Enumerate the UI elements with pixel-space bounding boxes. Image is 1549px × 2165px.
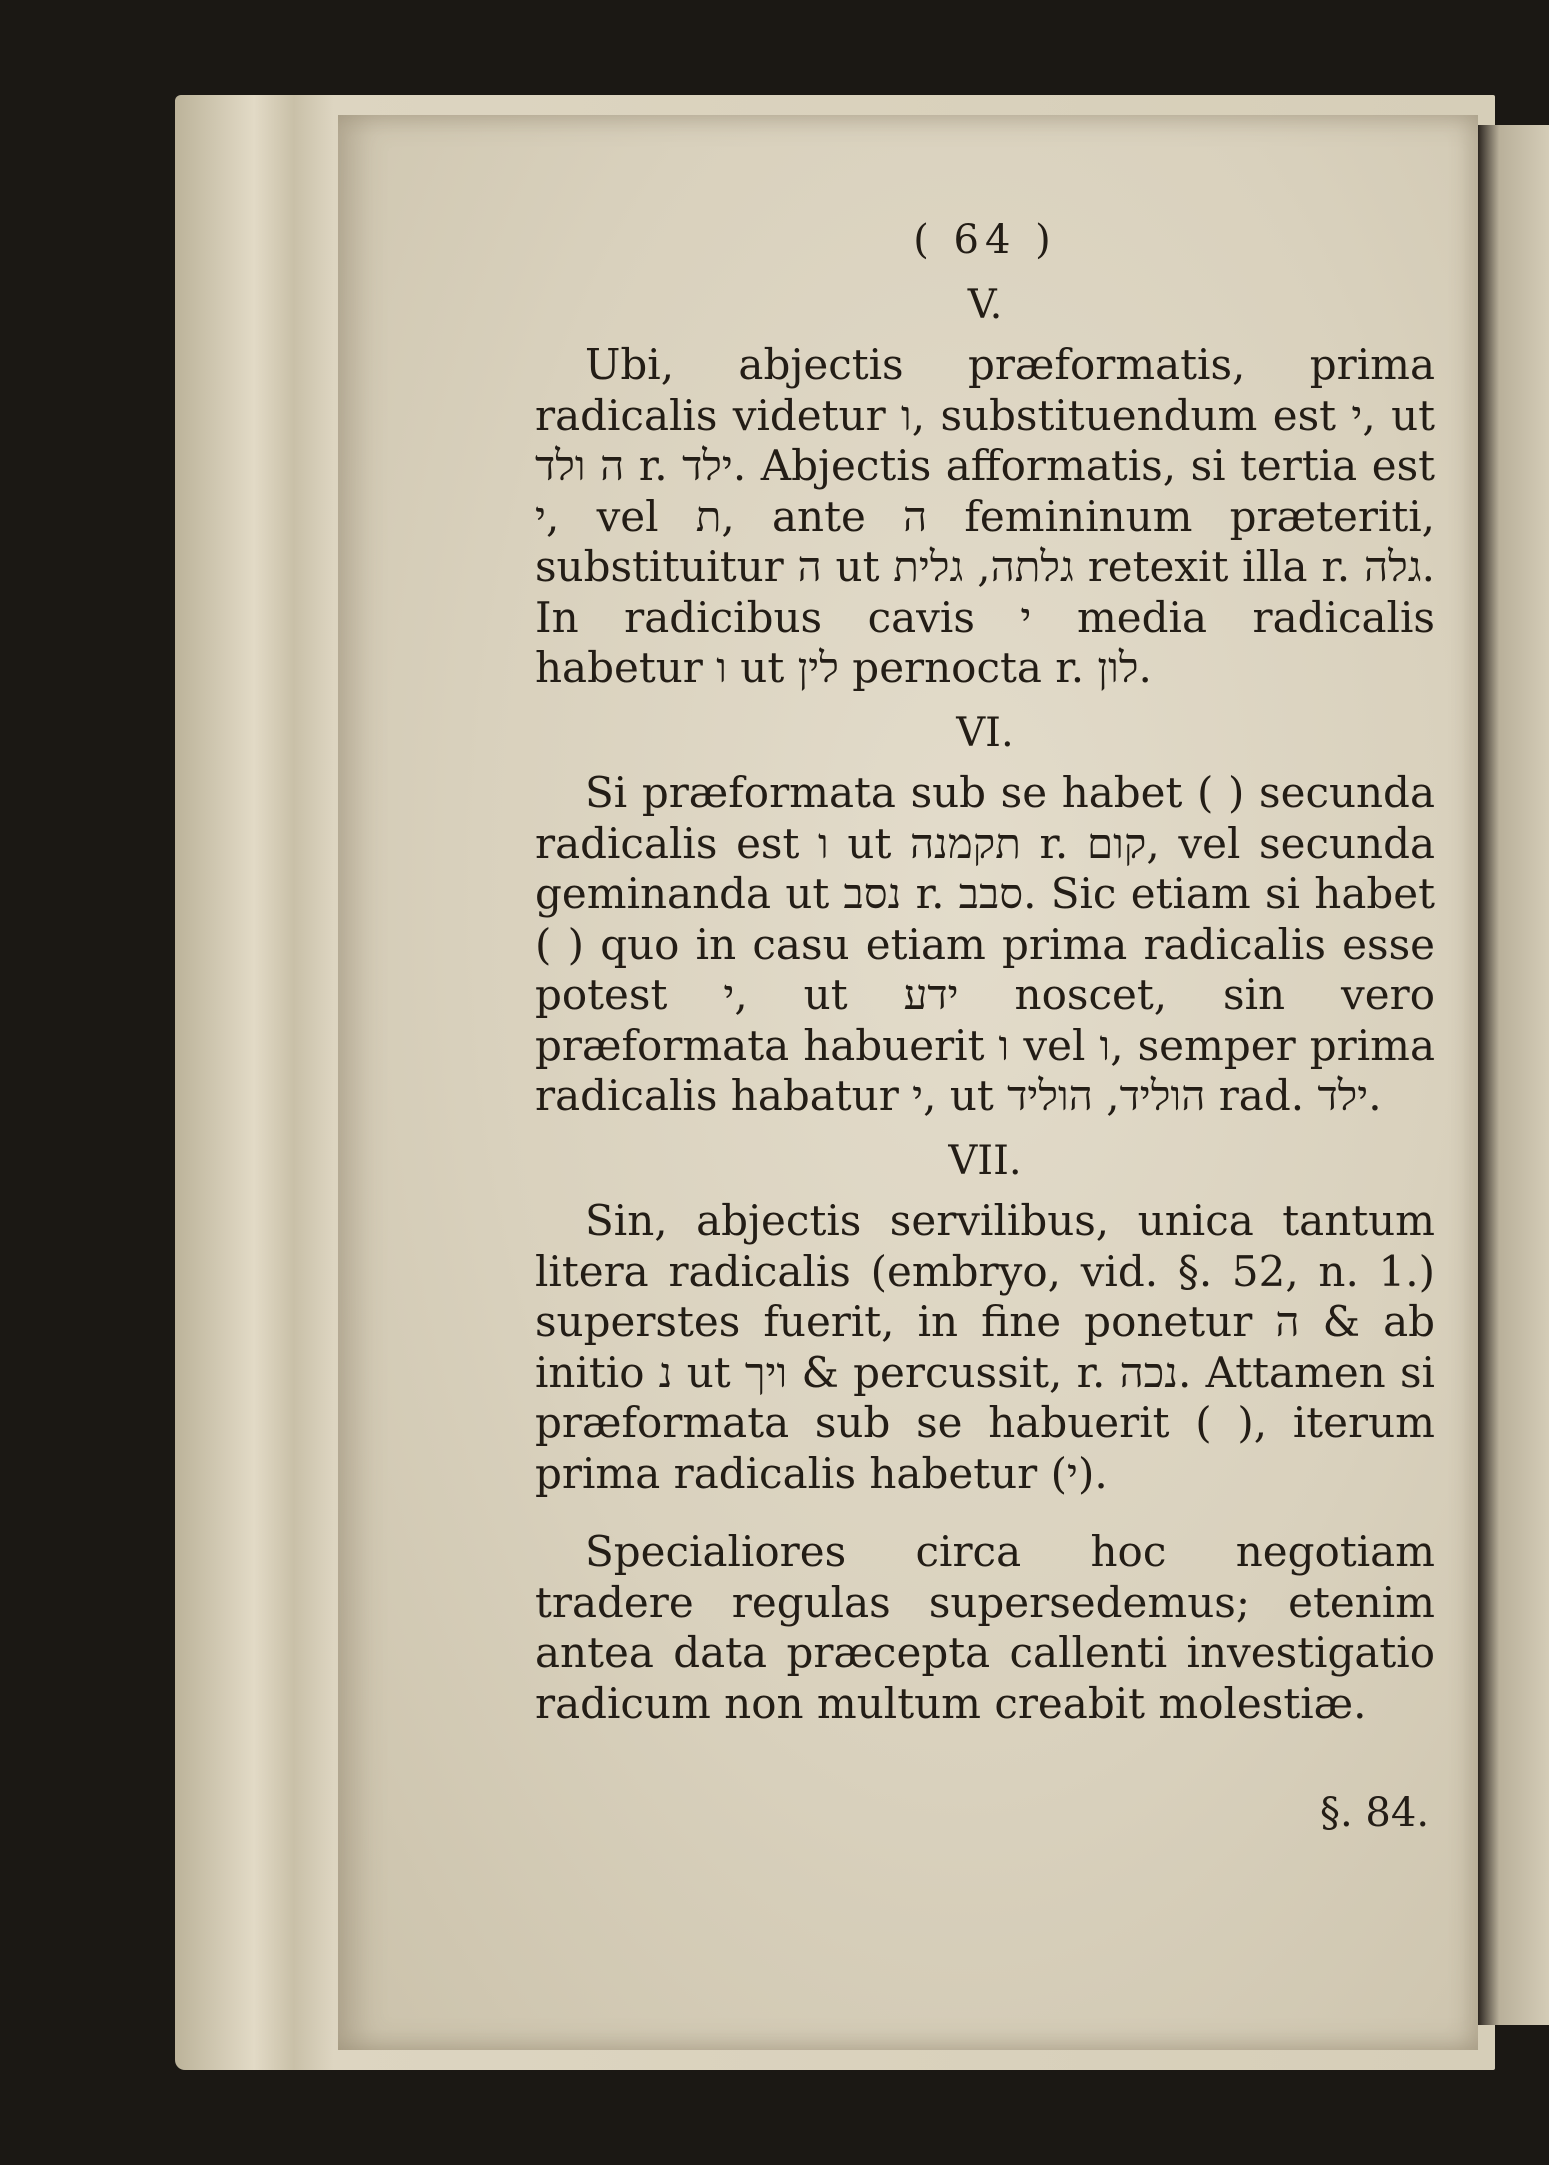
- section-vi-text: Si præformata sub se habet ( ) secunda radicalis est ו ut תקמנה r. קום, vel secunda geminanda ut נסב r. סבב. Sic etiam si habet ( ) quo in casu etiam prima radicalis esse potest י, ut ידע noscet, sin vero præformata habuerit ו vel ו, semper prima radicalis habatur י, ut הוליד, הוליד rad. ילד.: [535, 768, 1436, 1120]
- section-heading-vi: VI.: [956, 709, 1014, 756]
- page-number: ( 64 ): [913, 217, 1057, 263]
- section-v-text: Ubi, abjectis præformatis, prima radicalis videtur ו, substituendum est י, ut ה ולד r. ילד. Abjectis afformatis, si tertia est י, vel ת, ante ה femininum præteriti, substituitur ה ut גלתה, גלית retexit illa r. גלה. In radicibus cavis י media radicalis habetur ו ut לין pernocta r. לון.: [535, 340, 1435, 692]
- facing-page: [1478, 125, 1549, 2025]
- section-heading-v: V.: [967, 281, 1003, 328]
- closing-paragraph: Specialiores circa hoc negotiam tradere regulas supersedemus; etenim antea data præcepta callenti investigatio radicum non multum creabit molestiæ.: [535, 1527, 1435, 1728]
- catchword: §. 84.: [1320, 1790, 1430, 1836]
- page-text: [535, 215, 1435, 1729]
- section-heading-vii: VII.: [948, 1137, 1022, 1184]
- section-vii-text: Sin, abjectis servilibus, unica tantum litera radicalis (embryo, vid. §. 52, n. 1.) superstes fuerit, in fine ponetur ה & ab initio נ ut ויך & percussit, r. נכה. Attamen si præformata sub se habuerit ( ), iterum prima radicalis habetur (י).: [535, 1196, 1436, 1498]
